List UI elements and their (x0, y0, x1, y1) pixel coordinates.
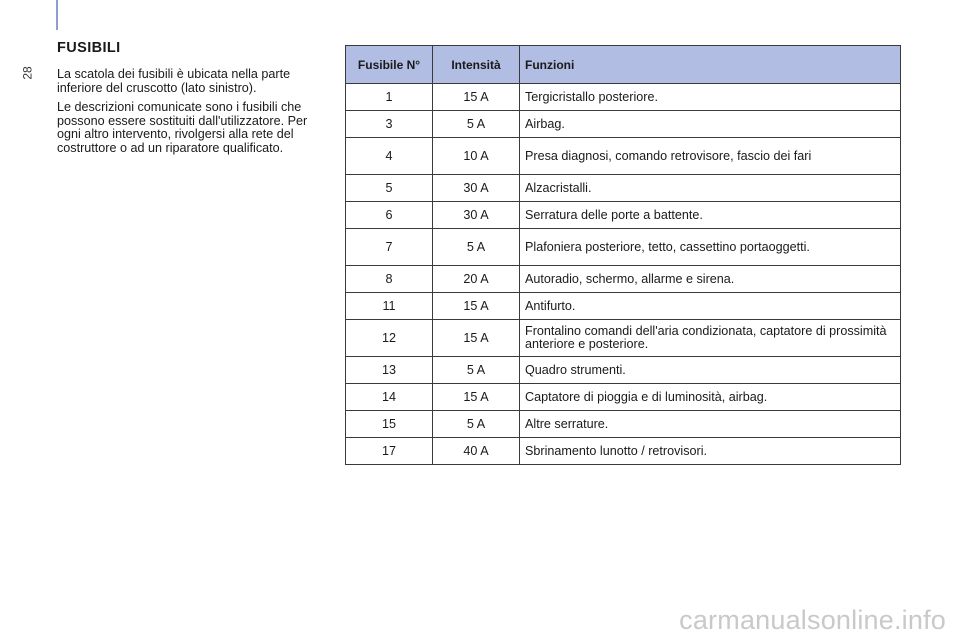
fuse-amperage: 5 A (433, 357, 520, 384)
fuse-table (345, 45, 901, 465)
table-row (346, 175, 901, 202)
table-row (346, 111, 901, 138)
header-fuse-number: Fusibile N° (346, 46, 433, 84)
intro-paragraph-notice: Le descrizioni comunicate sono i fusibili che possono essere sostituiti dall'utilizzatore. Per ogni altro intervento, rivolgersi alla rete del costruttore o ad un riparatore qualificato. (57, 100, 308, 155)
table-row (346, 293, 901, 320)
fuse-amperage: 5 A (433, 411, 520, 438)
table-row (346, 357, 901, 384)
fuse-amperage: 15 A (433, 84, 520, 111)
page-number: 28 (20, 66, 35, 80)
table-row (346, 84, 901, 111)
fuse-function: Sbrinamento lunotto / retrovisori. (520, 438, 901, 465)
fuse-amperage: 5 A (433, 229, 520, 266)
fuse-number: 1 (346, 84, 433, 111)
fuse-function: Tergicristallo posteriore. (520, 84, 901, 111)
table-row (346, 266, 901, 293)
fuse-function: Frontalino comandi dell'aria condizionata, captatore di prossimità anteriore e posteriore. (520, 320, 901, 357)
fuse-function: Plafoniera posteriore, tetto, cassettino portaoggetti. (520, 229, 901, 266)
fuse-amperage: 10 A (433, 138, 520, 175)
intro-paragraph-location: La scatola dei fusibili è ubicata nella parte inferiore del cruscotto (lato sinistro). (57, 67, 291, 95)
table-row (346, 229, 901, 266)
fuse-amperage: 5 A (433, 111, 520, 138)
fuse-number: 3 (346, 111, 433, 138)
fuse-amperage: 15 A (433, 293, 520, 320)
table-row (346, 202, 901, 229)
watermark: carmanualsonline.info (679, 605, 946, 635)
table-row (346, 384, 901, 411)
fuse-number: 4 (346, 138, 433, 175)
table-row (346, 411, 901, 438)
fuse-function: Antifurto. (520, 293, 901, 320)
fuse-amperage: 40 A (433, 438, 520, 465)
fuse-function: Presa diagnosi, comando retrovisore, fascio dei fari (520, 138, 901, 175)
table-header-row (346, 46, 901, 84)
fuse-function: Serratura delle porte a battente. (520, 202, 901, 229)
fuse-amperage: 20 A (433, 266, 520, 293)
fuse-number: 5 (346, 175, 433, 202)
fuse-function: Airbag. (520, 111, 901, 138)
fuse-number: 12 (346, 320, 433, 357)
fuse-number: 11 (346, 293, 433, 320)
table-row (346, 438, 901, 465)
fuse-function: Autoradio, schermo, allarme e sirena. (520, 266, 901, 293)
fuse-function: Quadro strumenti. (520, 357, 901, 384)
fuse-number: 7 (346, 229, 433, 266)
fuse-function: Altre serrature. (520, 411, 901, 438)
header-amperage: Intensità (433, 46, 520, 84)
fuse-number: 17 (346, 438, 433, 465)
fuse-function: Captatore di pioggia e di luminosità, airbag. (520, 384, 901, 411)
fuse-function: Alzacristalli. (520, 175, 901, 202)
fuse-number: 8 (346, 266, 433, 293)
fuse-amperage: 15 A (433, 384, 520, 411)
fuse-amperage: 30 A (433, 175, 520, 202)
header-functions: Funzioni (520, 46, 901, 84)
fuse-number: 13 (346, 357, 433, 384)
fuse-amperage: 30 A (433, 202, 520, 229)
intro-column (57, 40, 312, 161)
fuse-number: 15 (346, 411, 433, 438)
margin-bar (56, 0, 58, 30)
fuse-number: 6 (346, 202, 433, 229)
fuse-number: 14 (346, 384, 433, 411)
fuse-amperage: 15 A (433, 320, 520, 357)
table-row (346, 320, 901, 357)
section-title: FUSIBILI (57, 40, 121, 56)
table-row (346, 138, 901, 175)
